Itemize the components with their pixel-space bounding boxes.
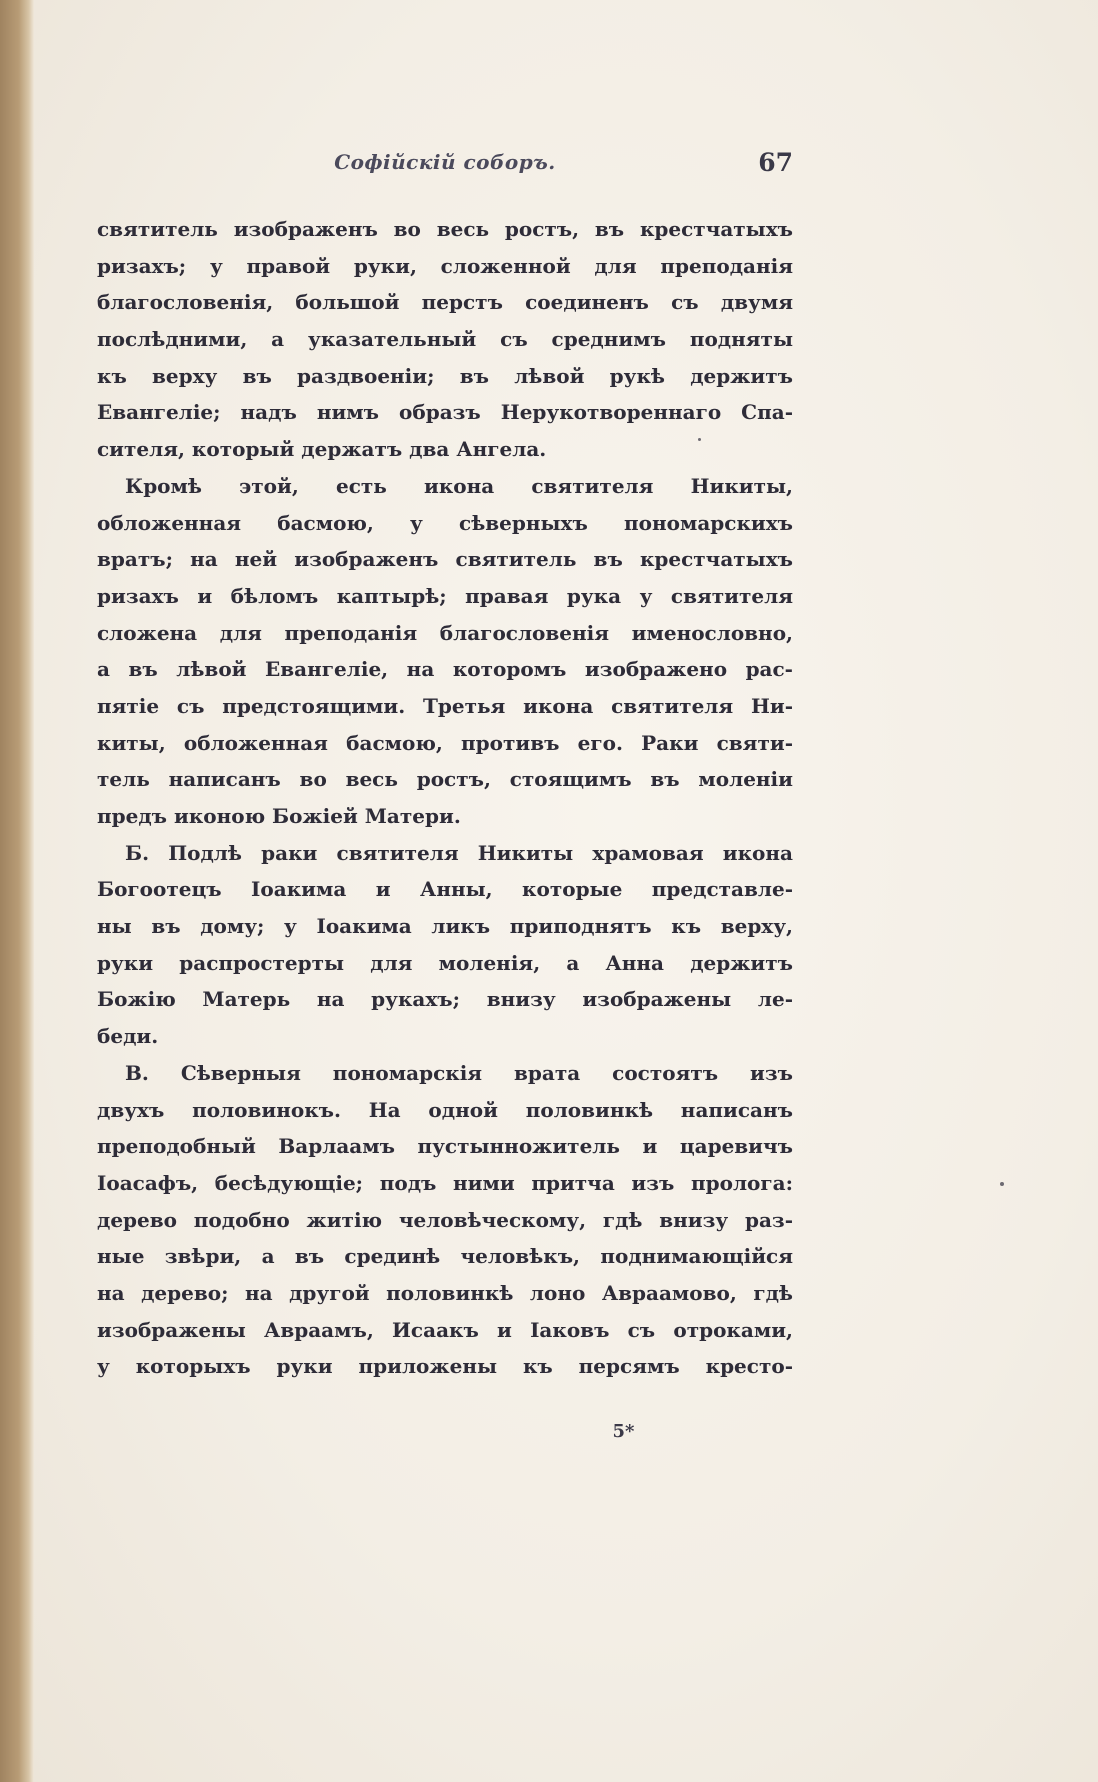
text-line: Кромѣ этой, есть икона святителя Никиты, xyxy=(125,473,793,498)
text-line: преподобный Варлаамъ пустынножитель и царевичъ xyxy=(97,1134,793,1159)
text-line: послѣдними, а указательный съ среднимъ подняты xyxy=(97,327,793,352)
running-head xyxy=(97,150,793,184)
text-line: на дерево; на другой половинкѣ лоно Авраамово, гдѣ xyxy=(97,1280,793,1305)
paper-speck xyxy=(1000,1182,1004,1186)
text-line: Евангеліе; надъ нимъ образъ Нерукотвореннаго Спа- xyxy=(97,400,793,425)
text-line: беди. xyxy=(97,1024,159,1049)
text-line: а въ лѣвой Евангеліе, на которомъ изображено рас- xyxy=(97,657,793,682)
printer-signature-mark: 5* xyxy=(612,1421,635,1442)
text-line: сложена для преподанія благословенія именословно, xyxy=(97,620,793,645)
text-line: Іоасафъ, бесѣдующіе; подъ ними притча изъ пролога: xyxy=(97,1170,793,1195)
text-line: благословенія, большой перстъ соединенъ съ двумя xyxy=(97,290,793,315)
text-line: двухъ половинокъ. На одной половинкѣ написанъ xyxy=(97,1097,793,1122)
text-line: вратъ; на ней изображенъ святитель въ крестчатыхъ xyxy=(97,547,793,572)
text-line: дерево подобно житію человѣческому, гдѣ внизу раз- xyxy=(97,1207,793,1232)
text-line: изображены Авраамъ, Исаакъ и Іаковъ съ отроками, xyxy=(97,1317,793,1342)
text-line: киты, обложенная басмою, противъ его. Раки святи- xyxy=(97,730,793,755)
text-line: пятіе съ предстоящими. Третья икона святителя Ни- xyxy=(97,693,793,718)
running-head-title: Софійскій соборъ. xyxy=(334,150,556,174)
text-line: ризахъ и бѣломъ каптырѣ; правая рука у святителя xyxy=(97,583,793,608)
body-text xyxy=(97,211,793,1385)
text-line: сителя, который держатъ два Ангела. xyxy=(97,437,547,462)
text-line: Б. Подлѣ раки святителя Никиты храмовая икона xyxy=(125,840,793,865)
text-line: ризахъ; у правой руки, сложенной для преподанія xyxy=(97,253,793,278)
text-line: Божію Матерь на рукахъ; внизу изображены ле- xyxy=(97,987,793,1012)
text-line: Богоотецъ Іоакима и Анны, которые представле- xyxy=(97,877,793,902)
text-line: ны въ дому; у Іоакима ликъ приподнятъ къ верху, xyxy=(97,914,793,939)
book-binding-edge xyxy=(0,0,34,1782)
text-line: обложенная басмою, у сѣверныхъ пономарскихъ xyxy=(97,510,793,535)
text-line: руки распростерты для моленія, а Анна держитъ xyxy=(97,950,793,975)
paper-speck xyxy=(698,438,701,441)
text-line: В. Сѣверныя пономарскія врата состоятъ изъ xyxy=(125,1060,793,1085)
text-line: ные звѣри, а въ срединѣ человѣкъ, поднимающійся xyxy=(97,1244,793,1269)
text-line: святитель изображенъ во весь ростъ, въ крестчатыхъ xyxy=(97,217,793,241)
page-number: 67 xyxy=(758,148,793,177)
text-line: тель написанъ во весь ростъ, стоящимъ въ моленіи xyxy=(97,767,793,792)
text-line: предъ иконою Божіей Матери. xyxy=(97,804,461,828)
text-line: къ верху въ раздвоеніи; въ лѣвой рукѣ держитъ xyxy=(97,363,793,388)
text-line: у которыхъ руки приложены къ персямъ кресто- xyxy=(97,1354,793,1379)
book-page xyxy=(34,0,1098,1782)
